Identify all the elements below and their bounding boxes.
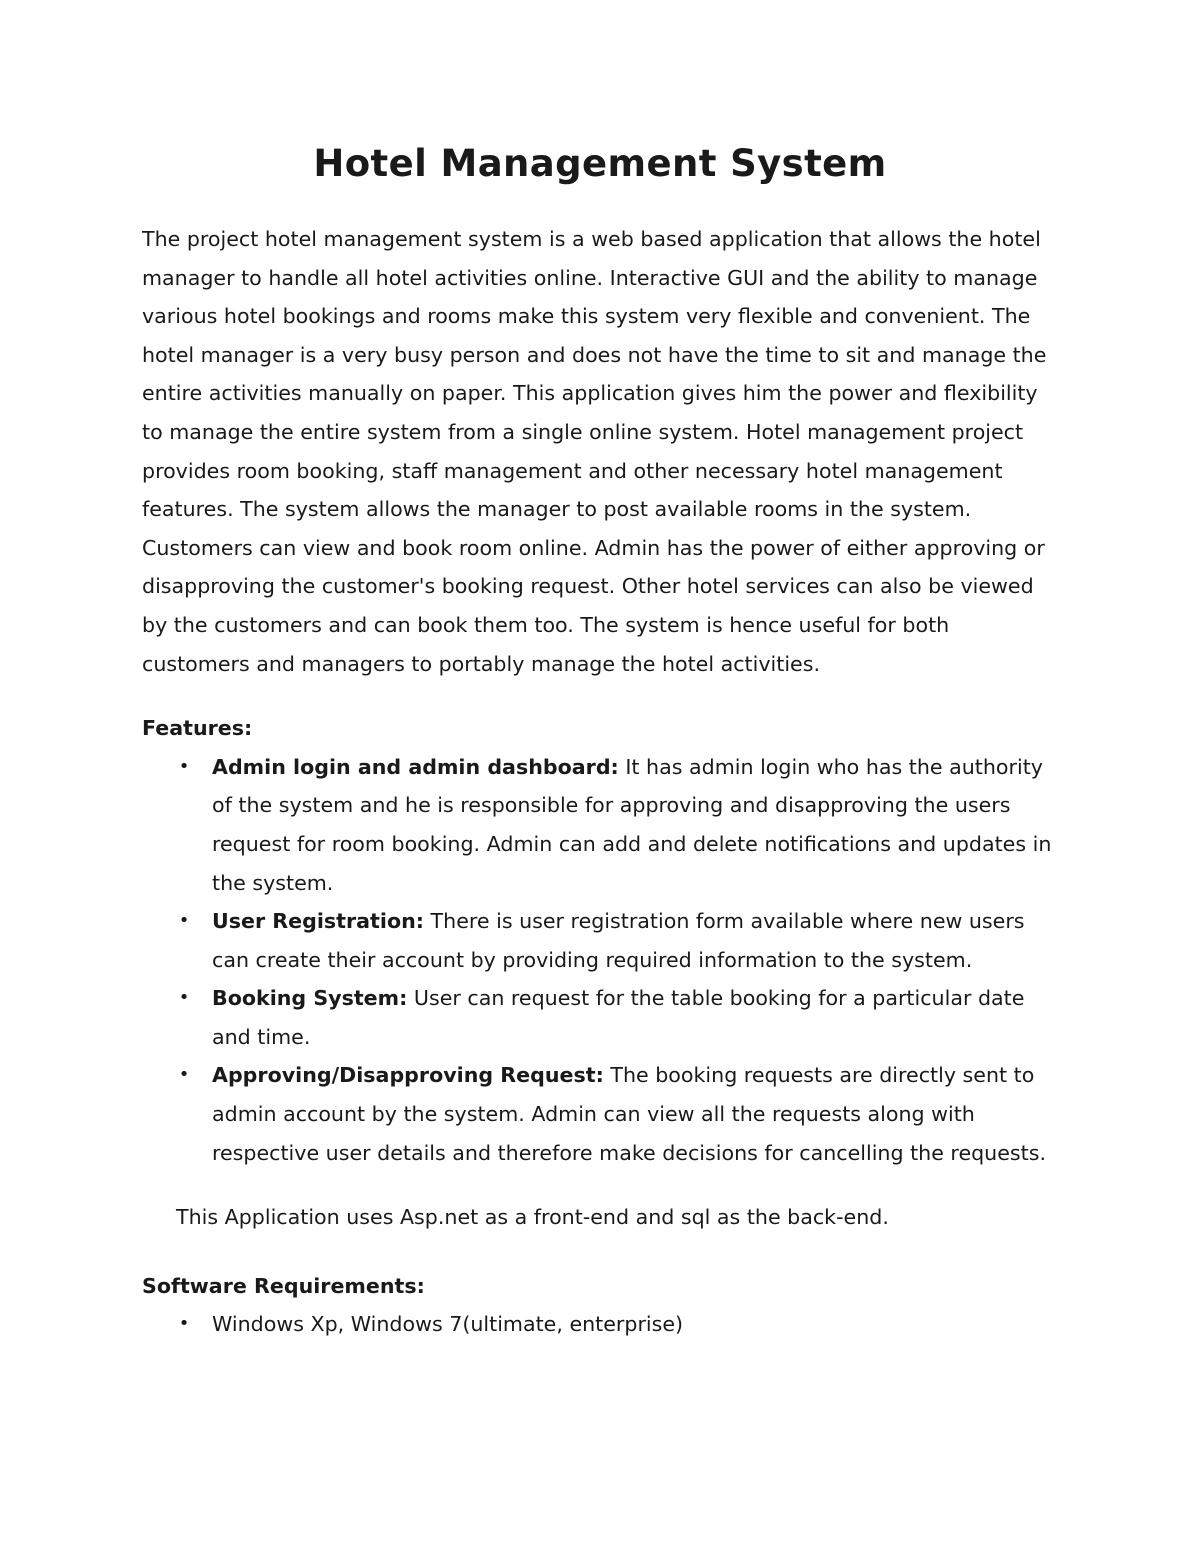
feature-term: Admin login and admin dashboard: <box>212 754 619 779</box>
software-requirement-text: Windows Xp, Windows 7(ultimate, enterprise) <box>212 1312 684 1337</box>
application-line: This Application uses Asp.net as a front-end and sql as the back-end. <box>176 1205 889 1230</box>
features-list <box>142 748 1058 1173</box>
feature-text: The booking requests are directly sent to admin account by the system. Admin can view all the requests along with respective user details and therefore make decisions for cancelling the requests. <box>212 1063 1046 1165</box>
bullet-icon: • <box>178 1064 190 1086</box>
bullet-icon: • <box>178 987 190 1009</box>
feature-item-booking-system <box>178 979 1058 1056</box>
feature-text: It has admin login who has the authority of the system and he is responsible for approving and disapproving the users request for room booking. Admin can add and delete notifications and updates in the system. <box>212 754 1052 895</box>
feature-term: User Registration: <box>212 909 425 934</box>
feature-item-admin-login <box>178 748 1058 902</box>
features-heading: Features: <box>142 716 253 741</box>
bullet-icon: • <box>178 755 190 777</box>
software-requirement-item <box>178 1305 1058 1344</box>
software-requirements-heading: Software Requirements: <box>142 1273 425 1298</box>
feature-item-user-registration <box>178 902 1058 979</box>
bullet-icon: • <box>178 910 190 932</box>
feature-item-approving-request <box>178 1056 1058 1172</box>
feature-text: There is user registration form available where new users can create their account by providing required information to the system. <box>212 909 1025 972</box>
feature-term: Approving/Disapproving Request: <box>212 1063 604 1088</box>
feature-text: User can request for the table booking for a particular date and time. <box>212 986 1025 1049</box>
intro-paragraph: The project hotel management system is a web based application that allows the hotel manager to handle all hotel activities online. Interactive GUI and the ability to manage various hotel bookings and rooms make this system very flexible and convenient. The hotel manager is a very busy person and does not have the time to sit and manage the entire activities manually on paper. This application gives him the power and flexibility to manage the entire system from a single online system. Hotel management project provides room booking, staff management and other necessary hotel management features. The system allows the manager to post available rooms in the system. Customers can view and book room online. Admin has the power of either approving or disapproving the customer's booking request. Other hotel services can also be viewed by the customers and can book them too. The system is hence useful for both customers and managers to portably manage the hotel activities. <box>142 227 1047 676</box>
bullet-icon: • <box>178 1313 190 1335</box>
feature-term: Booking System: <box>212 986 408 1011</box>
document-title: Hotel Management System <box>313 142 887 185</box>
software-requirements-list <box>142 1305 1058 1344</box>
